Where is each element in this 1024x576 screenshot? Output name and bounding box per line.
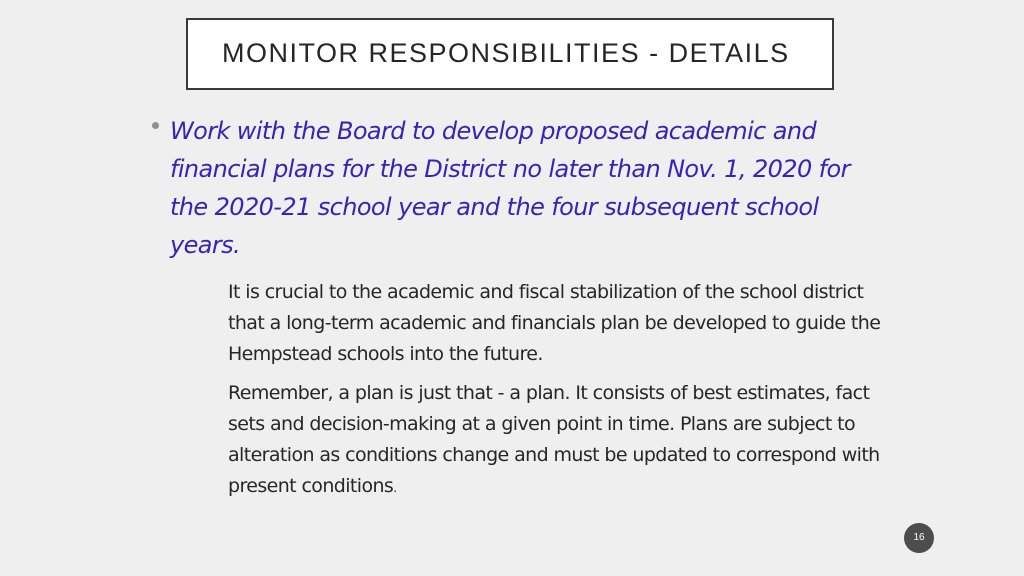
bullet-text: Work with the Board to develop proposed academic and financial plans for the District no later than Nov. 1, 2020 for the 2020-21 school year and the four subsequent school years. xyxy=(170,117,850,259)
trailing-period: . xyxy=(393,481,397,495)
sub-paragraph-text: Remember, a plan is just that - a plan. It consists of best estimates, fact sets and decision-making at a given point in time. Plans are subject to alteration as conditions change and must be updated to correspond with present conditions xyxy=(228,382,880,497)
sub-paragraph-text: It is crucial to the academic and fiscal stabilization of the school district that a long-term academic and financials plan be developed to guide the Hempstead schools into the future. xyxy=(228,281,881,365)
sub-paragraph xyxy=(228,378,888,504)
title-box xyxy=(186,18,834,90)
slide-title: MONITOR RESPONSIBILITIES - DETAILS xyxy=(222,38,790,68)
bullet-dot-icon xyxy=(152,122,159,129)
page-number-badge: 16 xyxy=(904,523,934,553)
sub-paragraph xyxy=(228,277,888,370)
